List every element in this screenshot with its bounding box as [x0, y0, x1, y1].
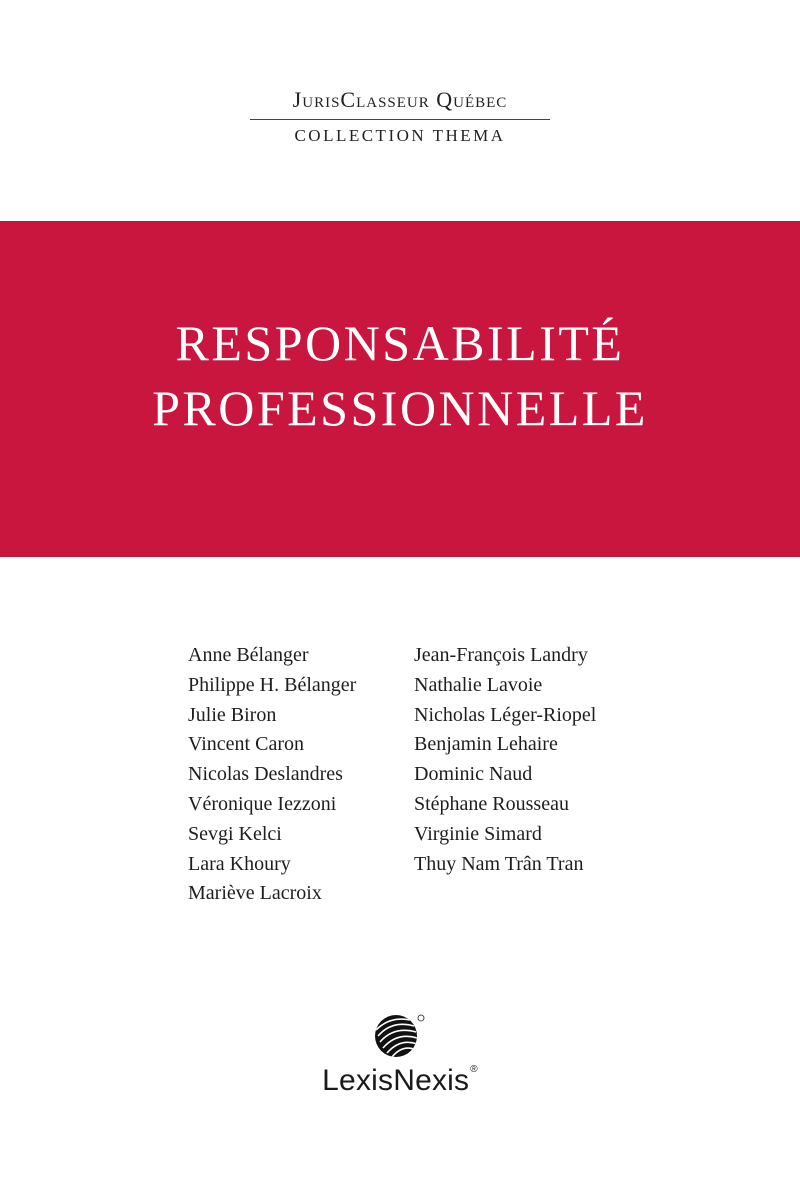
- publisher-wordmark: LexisNexis: [322, 1064, 470, 1097]
- publisher-logo: [0, 1010, 800, 1098]
- author-name: Jean-François Landry: [414, 644, 588, 666]
- registered-mark: ®: [470, 1064, 478, 1075]
- author-name: Anne Bélanger: [188, 644, 309, 666]
- author-name: Stéphane Rousseau: [414, 792, 569, 815]
- author-name: Benjamin Lehaire: [414, 733, 558, 756]
- author-name: Julie Biron: [188, 703, 277, 726]
- author-name: Nicolas Deslandres: [188, 763, 343, 786]
- lexisnexis-globe-icon: [370, 1010, 430, 1058]
- book-title-line-1: RESPONSABILITÉ: [175, 315, 625, 371]
- collection-subtitle: COLLECTION THEMA: [294, 126, 506, 145]
- series-divider: [250, 119, 550, 120]
- series-title: JurisClasseur Québec: [292, 87, 508, 112]
- author-name: Nicholas Léger-Riopel: [414, 703, 597, 726]
- author-name: Philippe H. Bélanger: [188, 673, 357, 696]
- author-name: Vincent Caron: [188, 733, 304, 756]
- authors-column-right: [414, 641, 596, 879]
- title-band: [0, 221, 800, 557]
- author-name: Thuy Nam Trân Tran: [414, 852, 584, 875]
- author-name: Lara Khoury: [188, 852, 291, 875]
- author-name: Mariève Lacroix: [188, 882, 322, 905]
- publisher-name: [322, 1064, 478, 1098]
- author-name: Sevgi Kelci: [188, 822, 282, 845]
- authors-column-left: [188, 641, 356, 909]
- author-name: Dominic Naud: [414, 763, 533, 786]
- author-name: Virginie Simard: [414, 822, 542, 845]
- book-title: [0, 311, 800, 441]
- book-title-line-2: PROFESSIONNELLE: [152, 380, 648, 436]
- author-name: Nathalie Lavoie: [414, 673, 543, 696]
- author-name: Véronique Iezzoni: [188, 792, 337, 815]
- series-header: [0, 84, 800, 148]
